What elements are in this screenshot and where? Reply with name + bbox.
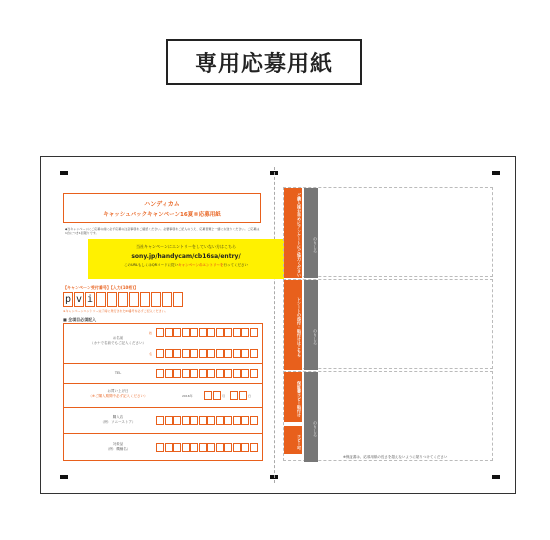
warranty-tab: 保証書コピー貼付け bbox=[284, 372, 302, 422]
fold-line bbox=[274, 167, 275, 483]
month-field[interactable] bbox=[204, 391, 221, 400]
registration-mark bbox=[60, 475, 68, 479]
date-label-text: お買い上げ日 bbox=[107, 389, 129, 393]
tel-field[interactable] bbox=[156, 369, 258, 378]
date-label-sub: （※ご購入期間中必ず記入ください） bbox=[88, 394, 148, 398]
serial-input[interactable] bbox=[63, 292, 183, 307]
month-label: 月 bbox=[222, 394, 226, 398]
store-field[interactable] bbox=[156, 416, 258, 425]
questionnaire-tab: ご購入後お早めにアンケートにご協力ください bbox=[284, 188, 302, 278]
applicant-form bbox=[63, 323, 263, 461]
store-label-text: 購入店 bbox=[112, 415, 124, 419]
name-label-sub: （カナで名前でもご記入ください） bbox=[90, 341, 146, 345]
model-label bbox=[68, 442, 168, 452]
header-line1: ハンディカム bbox=[144, 201, 180, 208]
serial-cell[interactable] bbox=[129, 292, 139, 307]
model-row bbox=[64, 434, 262, 461]
entry-url[interactable]: sony.jp/handycam/cb16sa/entry/ bbox=[131, 253, 241, 260]
serial-cell[interactable] bbox=[173, 292, 183, 307]
given-name-field[interactable] bbox=[156, 349, 258, 358]
entry-notice-line3 bbox=[88, 263, 284, 268]
page-title: 専用応募用紙 bbox=[166, 39, 362, 85]
receipt-panel bbox=[283, 279, 493, 369]
entry-notice-prefix: このURLもしくはQRコードに従い bbox=[123, 263, 179, 267]
glue-tab: のりしろ bbox=[304, 372, 318, 462]
registration-mark bbox=[492, 475, 500, 479]
serial-cell[interactable]: p bbox=[64, 294, 72, 305]
serial-cell[interactable] bbox=[140, 292, 150, 307]
model-label-sub: （例：機種名） bbox=[105, 447, 131, 451]
application-form-sheet bbox=[40, 156, 516, 494]
name-label bbox=[68, 336, 168, 346]
day-field[interactable] bbox=[230, 391, 247, 400]
model-field[interactable] bbox=[156, 443, 258, 452]
intro-text: ◆当キャンペーンにご応募の前に必ず応募の注意事項をご確認ください。必要事項をご記入のうえ、応募書類と一緒にお送りください。ご応募は1台につき1回限りです。 bbox=[65, 227, 260, 235]
given-name-label: 名 bbox=[149, 352, 153, 356]
serial-cell[interactable] bbox=[162, 292, 172, 307]
store-row bbox=[64, 408, 262, 434]
glue-tab: のりしろ bbox=[304, 280, 318, 370]
receipt-tab: レシートの添付・貼付けはこちら bbox=[284, 280, 302, 370]
surname-field[interactable] bbox=[156, 328, 258, 337]
serial-cell[interactable]: i bbox=[86, 294, 94, 305]
required-label: ■ 全項目必須記入 bbox=[63, 317, 97, 322]
campaign-header bbox=[63, 193, 261, 223]
tel-label: TEL bbox=[114, 371, 122, 375]
name-label-text: お名前 bbox=[112, 336, 124, 340]
serial-label: 【キャンペーン受付番号】【入力(10桁)】 bbox=[63, 285, 139, 290]
serial-cell[interactable] bbox=[107, 292, 117, 307]
entry-notice-highlight: キャンペーンのエントリーを bbox=[178, 263, 224, 267]
year-label: 2016年 bbox=[182, 394, 193, 398]
entry-notice-line1: 当社キャンペーンにエントリーをしていない方はこちら bbox=[136, 244, 236, 249]
bottom-note: ※保証書は、応募用紙の長さを超えないように貼りつけてください bbox=[343, 455, 448, 459]
warranty-panel bbox=[283, 371, 493, 461]
store-label-sub: （例：ソニーストア） bbox=[100, 420, 136, 424]
tel-row bbox=[64, 364, 262, 384]
copy-ok-tab: コピー可 bbox=[284, 426, 302, 454]
serial-cell[interactable] bbox=[96, 292, 106, 307]
serial-note: ※キャンペーンエントリー完了時に発行されたID番号を必ずご記入ください。 bbox=[63, 309, 168, 313]
serial-cell[interactable]: v bbox=[75, 294, 83, 305]
model-label-text: 対象品 bbox=[112, 442, 124, 446]
day-label: 日 bbox=[248, 394, 252, 398]
serial-cell[interactable] bbox=[118, 292, 128, 307]
purchase-date-row bbox=[64, 384, 262, 408]
registration-mark bbox=[60, 171, 68, 175]
questionnaire-panel bbox=[283, 187, 493, 277]
surname-label: 姓 bbox=[149, 331, 153, 335]
registration-mark bbox=[492, 171, 500, 175]
date-label bbox=[68, 389, 168, 399]
entry-notice bbox=[88, 239, 284, 279]
name-row bbox=[64, 324, 262, 364]
store-label bbox=[68, 415, 168, 425]
entry-notice-suffix: 行ってください bbox=[223, 263, 249, 267]
glue-tab: のりしろ bbox=[304, 188, 318, 278]
serial-cell[interactable] bbox=[151, 292, 161, 307]
header-line2: キャッシュバックキャンペーン16夏®応募用紙 bbox=[103, 212, 221, 218]
